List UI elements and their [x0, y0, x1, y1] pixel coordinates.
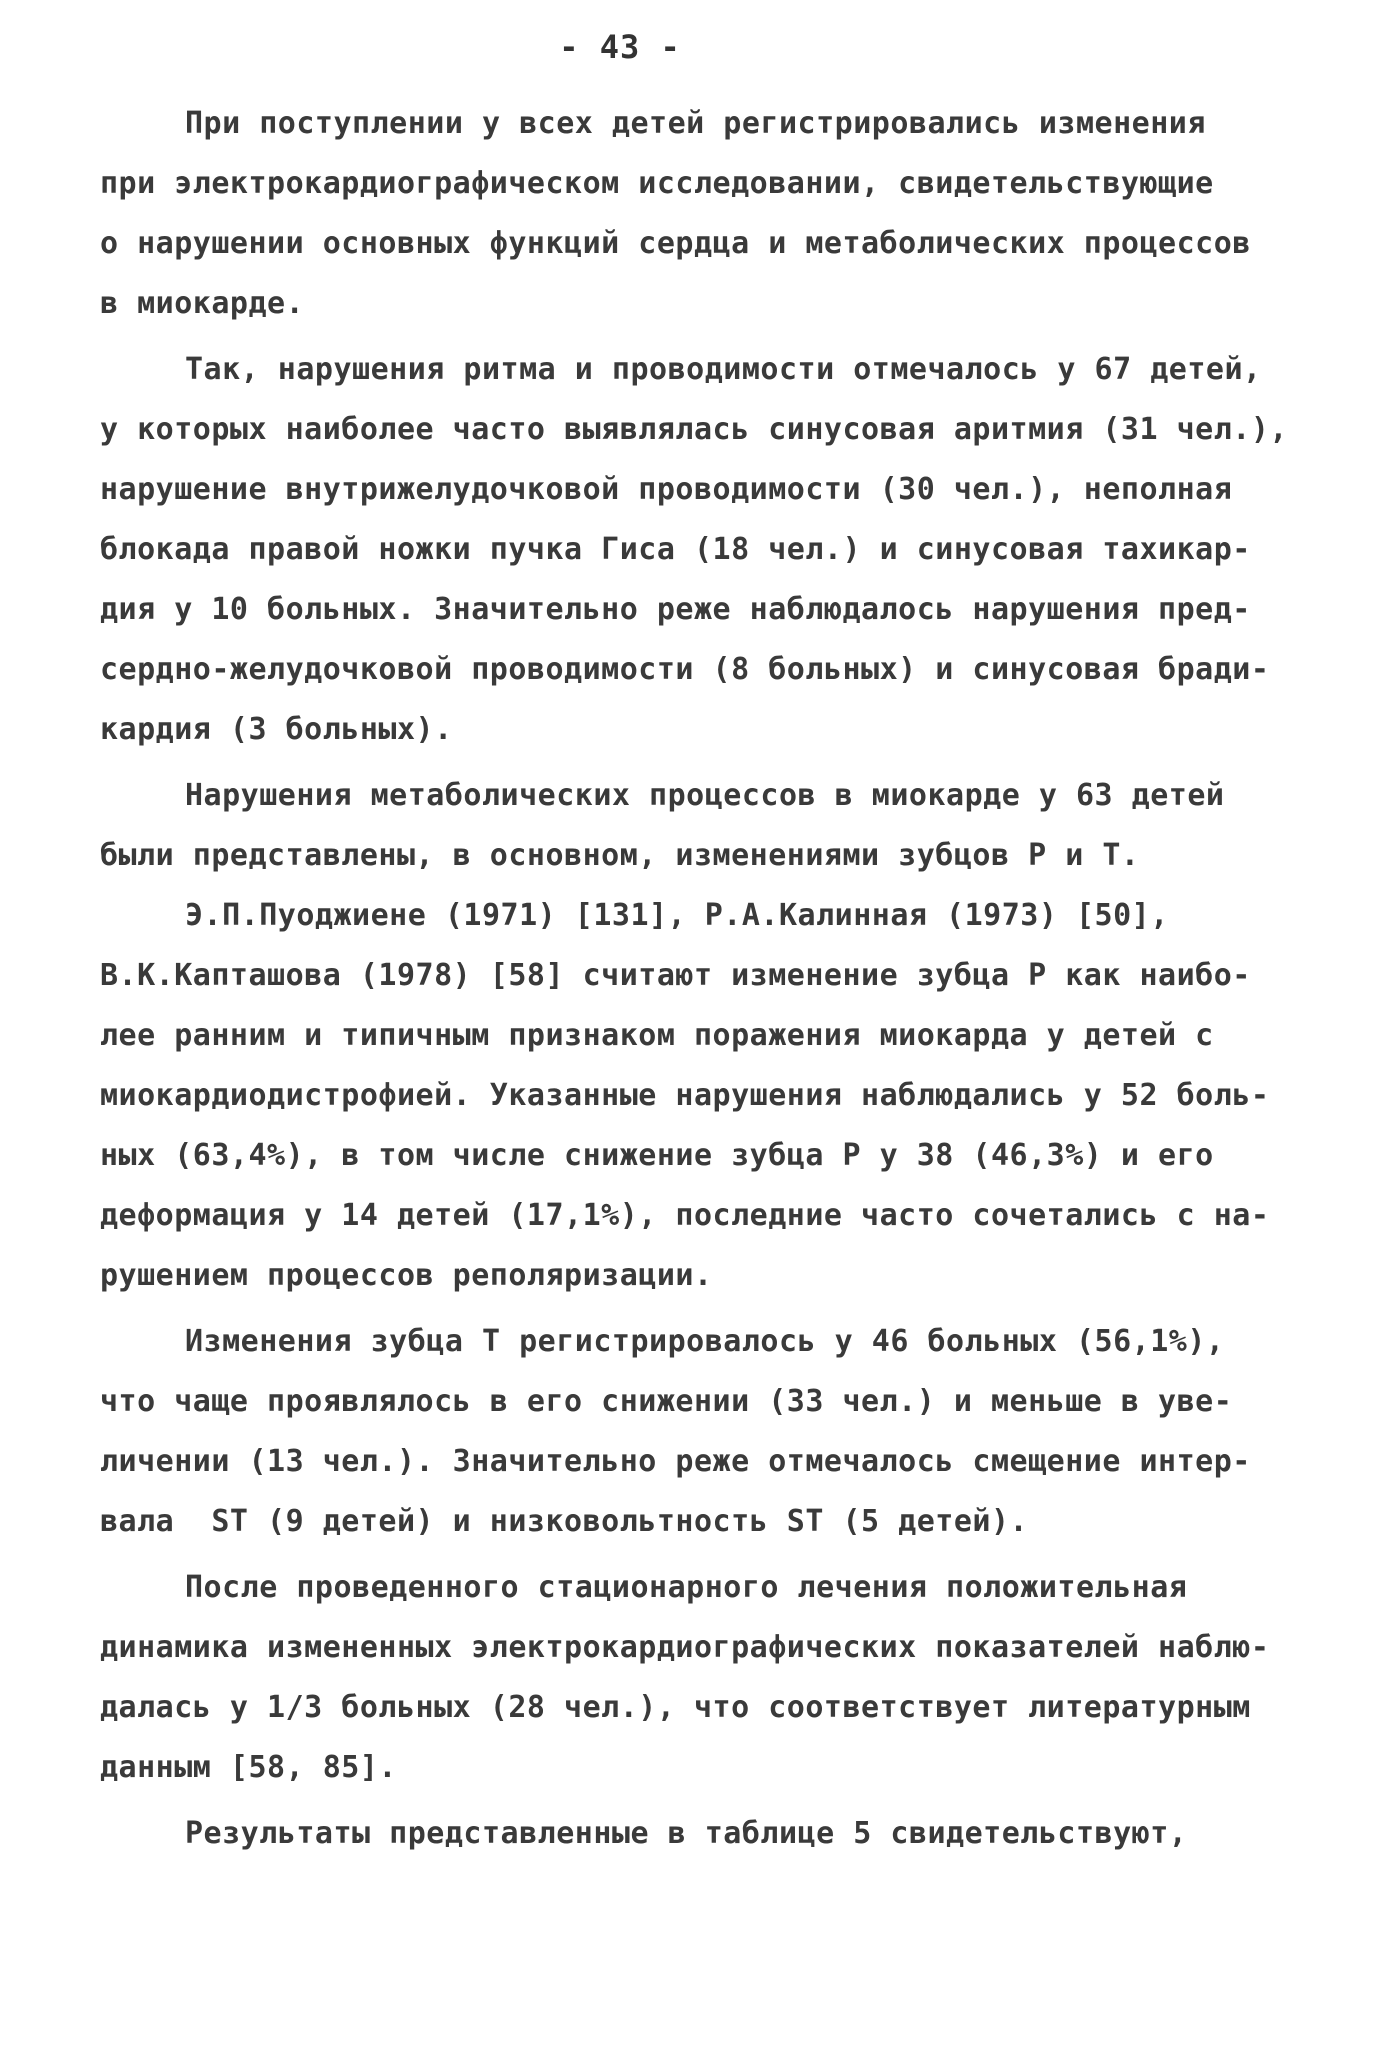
paragraph-5-line-3: далась у 1/3 больных (28 чел.), что соответствует литературным [100, 1690, 1251, 1725]
paragraph-5-line-1: После проведенного стационарного лечения положительная [185, 1570, 1188, 1605]
paragraph-3-line-7: ных (63,4%), в том числе снижение зубца P у 38 (46,3%) и его [100, 1138, 1214, 1173]
paragraph-3-line-8: деформация у 14 детей (17,1%), последние часто сочетались с на- [100, 1198, 1270, 1233]
paragraph-3-line-5: лее ранним и типичным признаком поражения миокарда у детей с [100, 1018, 1214, 1053]
paragraph-3-line-9: рушением процессов реполяризации. [100, 1258, 713, 1293]
paragraph-3-line-4: В.К.Капташова (1978) [58] считают изменение зубца P как наибо- [100, 958, 1251, 993]
page-number: - 43 - [559, 28, 681, 66]
paragraph-2-line-6: сердно-желудочковой проводимости (8 больных) и синусовая бради- [100, 652, 1270, 687]
paragraph-2-line-3: нарушение внутрижелудочковой проводимости (30 чел.), неполная [100, 472, 1233, 507]
paragraph-5-line-4: данным [58, 85]. [100, 1750, 397, 1785]
paragraph-5-line-2: динамика измененных электрокардиографических показателей наблю- [100, 1630, 1270, 1665]
paragraph-4-line-1: Изменения зубца T регистрировалось у 46 больных (56,1%), [185, 1324, 1225, 1359]
paragraph-6-line-1: Результаты представленные в таблице 5 свидетельствуют, [185, 1816, 1188, 1851]
paragraph-4-line-3: личении (13 чел.). Значительно реже отмечалось смещение интер- [100, 1444, 1251, 1479]
paragraph-2-line-5: дия у 10 больных. Значительно реже наблюдалось нарушения пред- [100, 592, 1251, 627]
paragraph-1-line-2: при электрокардиографическом исследовании, свидетельствующие [100, 166, 1214, 201]
paragraph-1-line-4: в миокарде. [100, 286, 305, 321]
paragraph-3-line-3: Э.П.Пуоджиене (1971) [131], Р.А.Калинная (1973) [50], [185, 898, 1169, 933]
paragraph-3-line-2: были представлены, в основном, изменениями зубцов P и T. [100, 838, 1140, 873]
paragraph-2-line-1: Так, нарушения ритма и проводимости отмечалось у 67 детей, [185, 352, 1262, 387]
paragraph-4-line-2: что чаще проявлялось в его снижении (33 чел.) и меньше в уве- [100, 1384, 1233, 1419]
paragraph-2-line-7: кардия (3 больных). [100, 712, 453, 747]
paragraph-3-line-1: Нарушения метаболических процессов в миокарде у 63 детей [185, 778, 1225, 813]
paragraph-1-line-3: о нарушении основных функций сердца и метаболических процессов [100, 226, 1251, 261]
paragraph-1-line-1: При поступлении у всех детей регистрировались изменения [185, 106, 1206, 141]
paragraph-2-line-2: у которых наиболее часто выявлялась синусовая аритмия (31 чел.), [100, 412, 1288, 447]
paragraph-3-line-6: миокардиодистрофией. Указанные нарушения наблюдались у 52 боль- [100, 1078, 1270, 1113]
paragraph-2-line-4: блокада правой ножки пучка Гиса (18 чел.) и синусовая тахикар- [100, 532, 1251, 567]
paragraph-4-line-4: вала ST (9 детей) и низковольтность ST (5 детей). [100, 1504, 1029, 1539]
